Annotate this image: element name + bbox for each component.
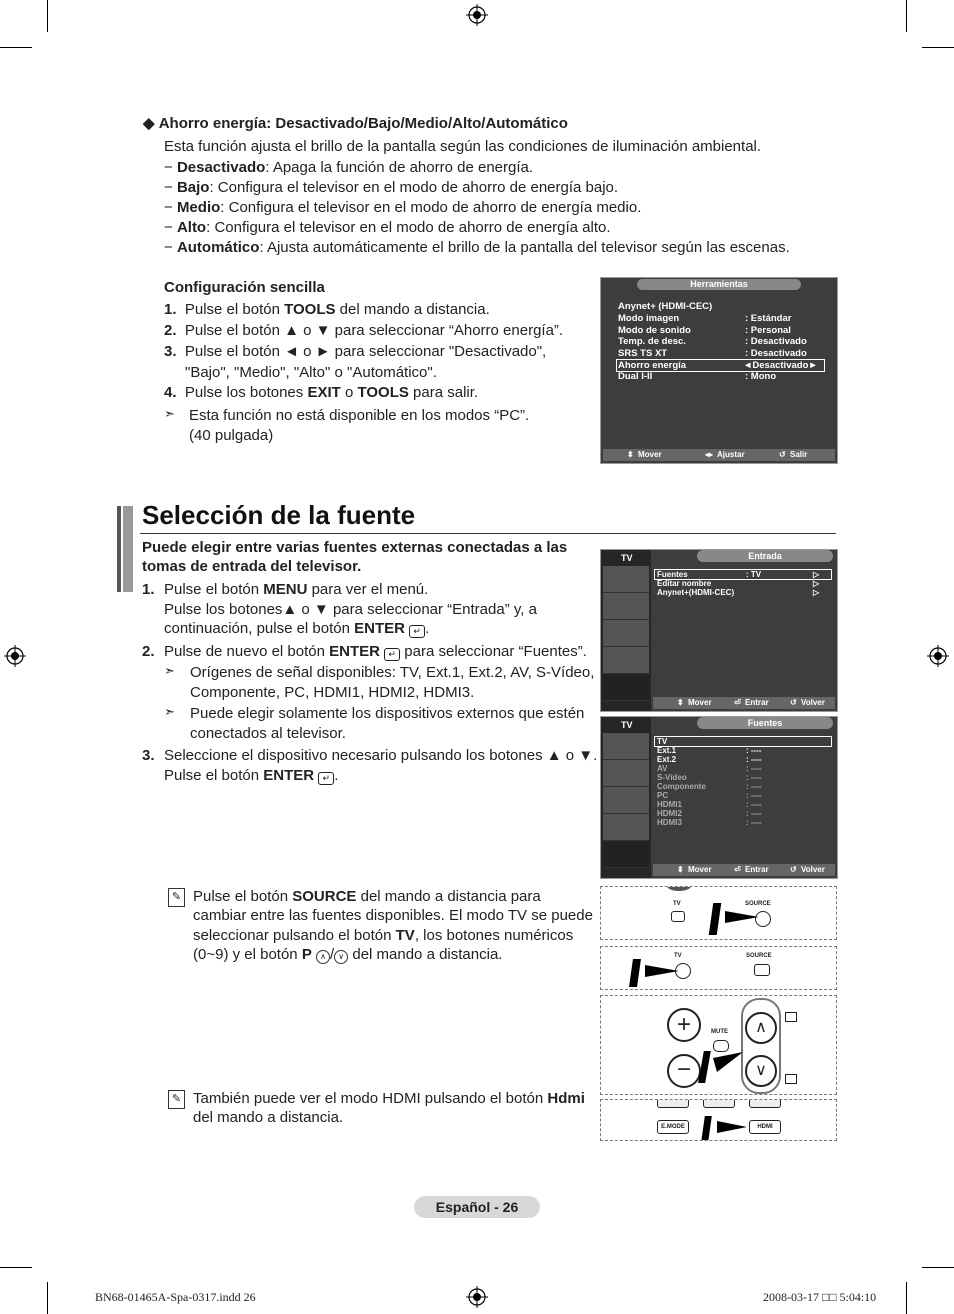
energy-heading: ◆ Ahorro energía: Desactivado/Bajo/Medio/Alto/Automático [143,115,568,132]
section-lead: Puede elegir entre varias fuentes externas conectadas a las [142,539,568,556]
option-item: − Automático: Ajusta automáticamente el brillo de la pantalla del televisor según las escenas. [164,239,790,256]
menu-sidebar [601,717,651,878]
menu-sidebar [601,550,651,711]
source-item-value: : ---- [746,764,762,773]
step-item: 1. Pulse el botón TOOLS del mando a distancia. [164,301,490,318]
source-item-label: S-Vídeo [657,773,687,782]
tip-text: del mando a distancia. [193,1109,344,1126]
selected-row-highlight [654,736,832,747]
registration-mark-icon [927,645,949,667]
step-number: 3. [142,747,155,764]
menu-row-label: Anynet+ (HDMI-CEC) [618,301,713,312]
enter-icon: ↵ [409,625,425,638]
note-text: Componente, PC, HDMI1, HDMI2, HDMI3. [190,684,475,701]
setup-icon [603,814,649,841]
input-menu-footer: ⬍ Mover ⏎ Entrar ↺ Volver [653,697,835,709]
remote-button-shape [749,1099,781,1108]
remote-illustration-tv [600,946,837,990]
note-arrow-icon: ➣ [164,406,175,421]
step-number: 1. [142,581,155,598]
source-button [755,911,771,927]
volume-up-icon: + [667,1008,701,1042]
menu-row-value: : Desactivado [745,336,807,347]
pointer-arrow-icon [701,1116,712,1141]
note-text: Puede elegir solamente los dispositivos externos que estén [190,705,585,722]
crop-mark [906,1282,907,1314]
source-item-label: Ext.1 [657,746,677,755]
channel-down-icon: ∨ [745,1055,777,1087]
page-number-badge: Español - 26 [414,1196,540,1218]
small-button-icon [785,1012,797,1022]
step-text: Pulse de nuevo el botón ENTER ↵ para seleccionar “Fuentes”. [164,643,587,660]
remote-mute-label: MUTE [711,1029,728,1035]
quick-steps [164,300,584,404]
tip-text: cambiar entre las fuentes disponibles. El modo TV se puede [193,907,593,924]
step-item: 3. Pulse el botón ◄ o ► para seleccionar "Desactivado", [164,343,547,360]
menu-row-label: Dual I-II [618,371,653,382]
source-item-value: : ---- [746,746,762,755]
remote-illustration-source [600,886,837,940]
menu-row-value: ◄Desactivado► [743,360,818,371]
quick-setup-title: Configuración sencilla [164,279,325,296]
menu-row-label: SRS TS XT [618,348,668,359]
input-menu-screen [600,549,838,712]
source-item-label: AV [657,764,668,773]
source-item-label: HDMI1 [657,800,682,809]
note-text: (40 pulgada) [189,427,274,444]
note-text: Orígenes de señal disponibles: TV, Ext.1, Ext.2, AV, S-Vídeo, [190,664,595,681]
remote-button-shape [703,1099,735,1108]
crop-mark [906,0,907,32]
channel-icon [603,620,649,647]
menu-row-label: Modo de sonido [618,325,691,336]
input-menu-title: Entrada [697,550,833,562]
enter-icon: ↵ [318,772,334,785]
remote-tv-button [671,911,685,922]
diamond-bullet-icon: ◆ [143,115,155,132]
menu-item-label: Fuentes [657,570,688,579]
menu-row-label: Ahorro energía [618,360,687,371]
crop-mark [0,47,32,48]
channel-up-icon: ∧ [745,1012,777,1044]
leftright-icon: ◂▸ [705,450,714,459]
option-item: − Medio: Configura el televisor en el modo de ahorro de energía medio. [164,199,642,216]
updown-icon: ⬍ [677,865,684,874]
source-item-value: : ---- [746,755,762,764]
pointer-arrow-icon [709,903,721,935]
sound-icon [603,593,649,620]
energy-options [164,158,804,258]
menu-row-label: Temp. de desc. [618,336,686,347]
pointer-arrow-icon [713,1050,747,1074]
menu-row-label: Modo imagen [618,313,680,324]
step-text: Pulse el botón MENU para ver el menú. [164,581,429,598]
sidebar-label: TV [621,553,633,563]
source-item-label: PC [657,791,669,800]
tip-icon: ✎ [168,1090,185,1109]
registration-mark-icon [466,1286,488,1308]
pointer-arrow-icon [717,1118,751,1136]
crop-mark [0,1267,32,1268]
source-item-value: : ---- [746,809,762,818]
menu-row-value: : Estándar [745,313,792,324]
note-text: Esta función no está disponible en los modos “PC”. [189,407,530,424]
source-button [754,964,770,976]
setup-icon [603,647,649,674]
source-item-value: : ---- [746,818,762,827]
note-text: conectados al televisor. [190,725,346,742]
source-menu-footer: ⬍ Mover ⏎ Entrar ↺ Volver [653,864,835,876]
tools-menu-title: Herramientas [637,279,801,290]
small-button-icon [785,1074,797,1084]
menu-row-value: : Personal [745,325,791,336]
source-item-label: Ext.2 [657,755,677,764]
print-timestamp: 2008-03-17 □□ 5:04:10 [763,1290,877,1304]
source-item-label: HDMI2 [657,809,682,818]
remote-source-label: SOURCE [746,953,772,959]
channel-up-icon: ∧ [316,950,330,964]
updown-icon: ⬍ [677,698,684,707]
channel-icon [603,787,649,814]
source-item-label: TV [657,737,668,746]
crop-mark [47,1282,48,1314]
section-bar [117,506,121,592]
crop-mark [922,47,954,48]
registration-mark-icon [4,645,26,667]
step-text: Seleccione el dispositivo necesario pulsando los botones ▲ o ▼. [164,747,598,764]
step-number: 2. [142,643,155,660]
crop-mark [47,0,48,32]
return-icon: ↺ [790,698,797,707]
picture-icon [603,733,649,760]
source-menu-screen [600,716,838,879]
note-arrow-icon: ➣ [164,704,175,719]
source-item-label: HDMI3 [657,818,682,827]
tip-icon: ✎ [168,888,185,907]
arrow-right-icon: ▷ [813,579,820,588]
arrow-right-icon: ▷ [813,570,820,579]
option-item: − Bajo: Configura el televisor en el modo de ahorro de energía bajo. [164,179,619,196]
menu-item-value: : TV [746,570,762,579]
step-item: 2. Pulse el botón ▲ o ▼ para seleccionar “Ahorro energía”. [164,322,564,339]
step-item: "Bajo", "Medio", "Alto" o "Automático". [185,364,437,381]
title-rule [140,533,836,534]
source-item-label: Componente [657,782,706,791]
option-item: − Desactivado: Apaga la función de ahorro de energía. [164,159,534,176]
enter-icon: ↵ [384,648,400,661]
tip-text: También puede ver el modo HDMI pulsando el botón Hdmi [193,1090,585,1107]
channel-down-icon: ∨ [334,950,348,964]
remote-illustration-volume-channel [600,995,837,1095]
menu-item-label: Editar nombre [657,579,712,588]
pointer-arrow-icon [629,959,641,987]
arrow-right-icon: ▷ [813,588,820,597]
sidebar-label: TV [621,720,633,730]
remote-button-shape [657,1099,689,1108]
pointer-arrow-icon [645,959,685,981]
file-info: BN68-01465A-Spa-0317.indd 26 [95,1290,256,1304]
remote-button-shape [667,886,691,891]
picture-icon [603,566,649,593]
step-text: Pulse los botones▲ o ▼ para seleccionar “Entrada” y, a [164,601,537,618]
remote-illustration-hdmi [600,1099,837,1141]
tip-text: Pulse el botón SOURCE del mando a distancia para [193,888,541,905]
source-item-value: : ---- [746,791,762,800]
enter-icon: ⏎ [734,698,741,707]
remote-source-label: SOURCE [745,901,771,907]
section-bar [123,506,133,592]
sound-icon [603,760,649,787]
menu-row-value: : Desactivado [745,348,807,359]
tip-text: seleccionar pulsando el botón TV, los botones numéricos [193,927,574,944]
input-icon [603,674,649,701]
tools-menu-footer: ⬍ Mover ◂▸ Ajustar ↺ Salir [603,449,835,461]
source-menu-title: Fuentes [697,717,833,729]
volume-down-icon: − [667,1054,701,1088]
tip-text: (0~9) y el botón P ∧ / ∨ del mando a distancia. [193,946,503,963]
step-item: 4. Pulse los botones EXIT o TOOLS para salir. [164,384,479,401]
menu-row-value: : Mono [745,371,777,382]
updown-icon: ⬍ [627,450,634,459]
step-text: Pulse el botón ENTER ↵ . [164,767,339,784]
menu-item-label: Anynet+(HDMI-CEC) [657,588,735,597]
section-lead: tomas de entrada del televisor. [142,558,362,575]
source-item-value: : ---- [746,782,762,791]
option-item: − Alto: Configura el televisor en el modo de ahorro de energía alto. [164,219,611,236]
note-arrow-icon: ➣ [164,663,175,678]
energy-intro: Esta función ajusta el brillo de la pantalla según las condiciones de iluminación ambiental. [164,138,762,155]
section-title: Selección de la fuente [142,500,416,530]
source-item-value: : ---- [746,800,762,809]
registration-mark-icon [466,4,488,26]
emode-button: E.MODE [657,1120,689,1134]
hdmi-button: HDMI [749,1120,781,1134]
pointer-arrow-icon [698,1051,711,1083]
enter-icon: ⏎ [734,865,741,874]
remote-tv-label: TV [674,953,682,959]
step-text: continuación, pulse el botón ENTER ↵ . [164,620,430,637]
return-icon: ↺ [779,450,786,459]
remote-tv-label: TV [673,901,681,907]
tools-menu-screen [600,277,838,464]
crop-mark [922,1267,954,1268]
return-icon: ↺ [790,865,797,874]
input-icon [603,841,649,868]
source-item-value: : ---- [746,773,762,782]
